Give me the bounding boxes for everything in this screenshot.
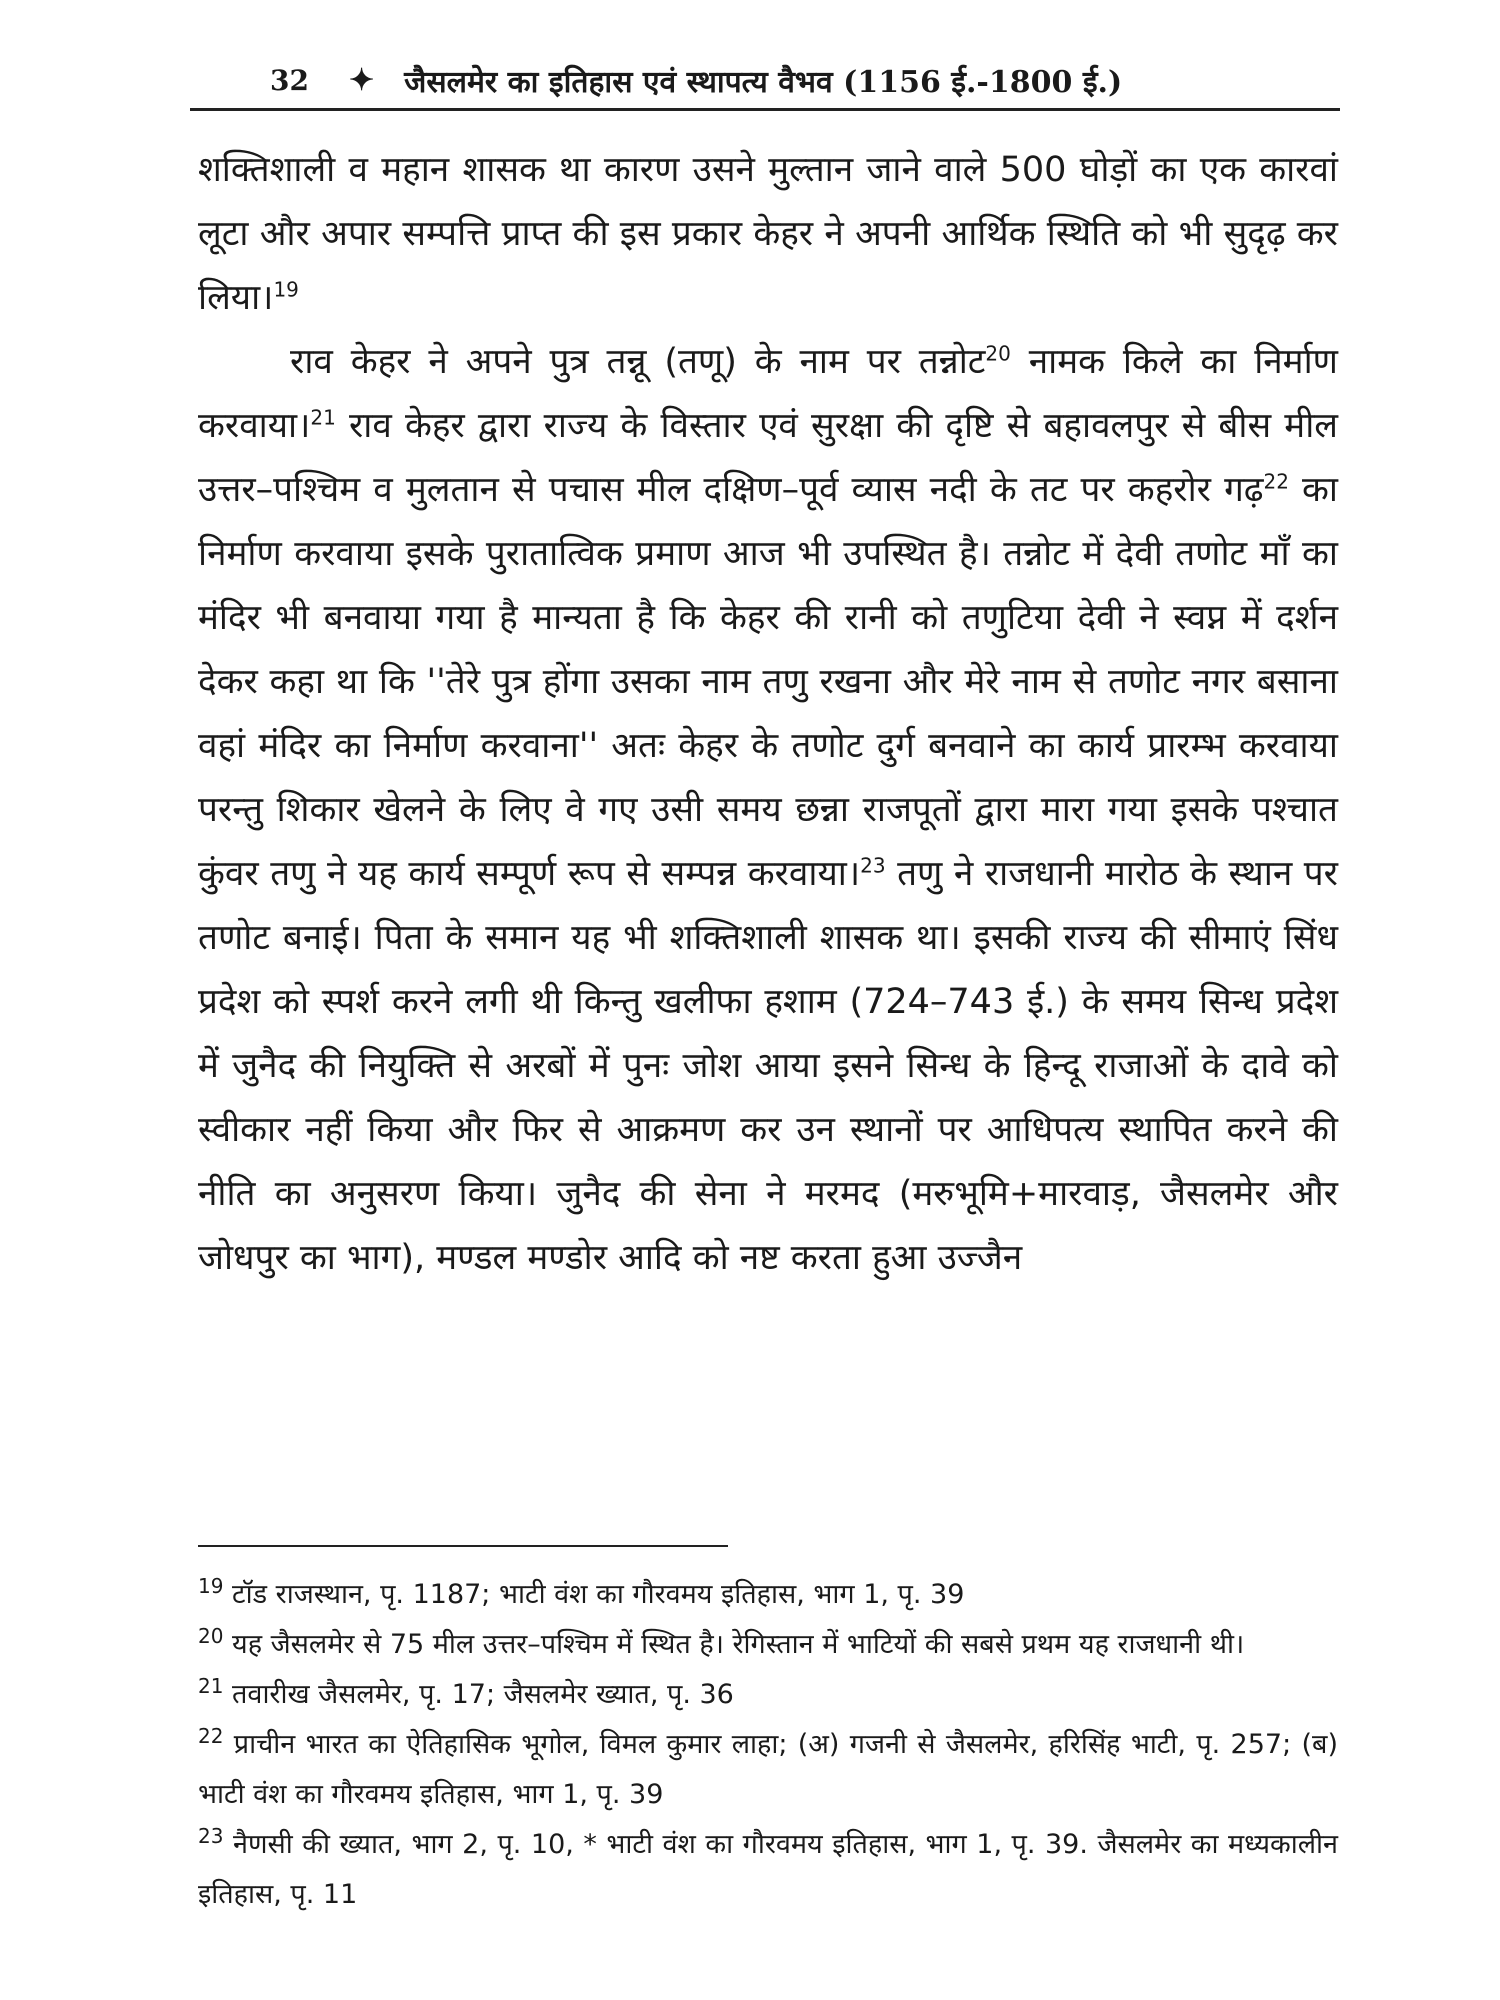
footnote-text: तवारीख जैसलमेर, पृ. 17; जैसलमेर ख्यात, पृ. 36 <box>223 1679 734 1710</box>
footnote-number: 23 <box>198 1824 224 1848</box>
footnote-22 <box>198 1720 1338 1820</box>
paragraph-text: राव केहर ने अपने पुत्र तन्नू (तणू) के नाम पर तन्नोट <box>290 342 986 382</box>
paragraph-text: का निर्माण करवाया इसके पुरातात्विक प्रमाण आज भी उपस्थित है। तन्नोट में देवी तणोट माँ का मंदिर भी बनवाया गया है मान्यता है कि केहर की रानी को तणुटिया देवी ने स्वप्न में दर्शन देकर कहा था कि ''तेरे पुत्र होंगा उसका नाम तणु रखना और मेरे नाम से तणोट नगर बसाना वहां मंदिर का निर्माण करवाना'' अतः केहर के तणोट दुर्ग बनवाने का कार्य प्रारम्भ करवाया परन्तु शिकार खेलने के लिए वे गए उसी समय छन्ना राजपूतों द्वारा मारा गया इसके पश्चात कुंवर तणु ने यह कार्य सम्पूर्ण रूप से सम्पन्न करवाया। <box>198 470 1338 894</box>
footnote-ref: 22 <box>1263 469 1289 494</box>
footnote-number: 21 <box>198 1674 224 1698</box>
paragraph-text: तणु ने राजधानी मारोठ के स्थान पर तणोट बनाई। पिता के समान यह भी शक्तिशाली शासक था। इसकी राज्य की सीमाएं सिंध प्रदेश को स्पर्श करने लगी थी किन्तु खलीफा हशाम (724–743 ई.) के समय सिन्ध प्रदेश में जुनैद की नियुक्ति से अरबों में पुनः जोश आया इसने सिन्ध के हिन्दू राजाओं के दावे को स्वीकार नहीं किया और फिर से आक्रमण कर उन स्थानों पर आधिपत्य स्थापित करने की नीति का अनुसरण किया। जुनैद की सेना ने मरमद (मरुभूमि+मारवाड़, जैसलमेर और जोधपुर का भाग), मण्डल मण्डोर आदि को नष्ट करता हुआ उज्जैन <box>198 854 1338 1278</box>
footnote-number: 20 <box>198 1624 224 1648</box>
footnote-number: 22 <box>198 1724 224 1748</box>
footnote-text: टॉड राजस्थान, पृ. 1187; भाटी वंश का गौरवमय इतिहास, भाग 1, पृ. 39 <box>223 1579 965 1610</box>
page-number: 32 <box>270 63 309 97</box>
footnote-ref: 23 <box>860 853 886 878</box>
paragraph-1 <box>198 138 1338 330</box>
paragraph-text: राव केहर द्वारा राज्य के विस्तार एवं सुरक्षा की दृष्टि से बहावलपुर से बीस मील उत्तर–पश्चिम व मुलतान से पचास मील दक्षिण–पूर्व व्यास नदी के तट पर कहरोर गढ़ <box>198 406 1338 510</box>
footnote-text: यह जैसलमेर से 75 मील उत्तर–पश्चिम में स्थित है। रेगिस्तान में भाटियों की सबसे प्रथम यह राजधानी थी। <box>223 1629 1245 1660</box>
footnotes <box>198 1570 1338 1920</box>
footnote-ref: 21 <box>310 405 336 430</box>
running-header <box>190 52 1340 108</box>
paragraph-text: नामक किले का निर्माण करवाया। <box>198 342 1338 446</box>
footnote-number: 19 <box>198 1574 224 1598</box>
star-separator-icon: ✦ <box>348 62 375 98</box>
body-text <box>198 138 1338 1290</box>
footnote-20 <box>198 1620 1338 1670</box>
header-rule <box>190 108 1340 111</box>
footnote-21 <box>198 1670 1338 1720</box>
footnote-text: प्राचीन भारत का ऐतिहासिक भूगोल, विमल कुमार लाहा; (अ) गजनी से जैसलमेर, हरिसिंह भाटी, पृ. 257; (ब) भाटी वंश का गौरवमय इतिहास, भाग 1, पृ. 39 <box>198 1729 1338 1810</box>
footnote-23 <box>198 1820 1338 1920</box>
running-title: जैसलमेर का इतिहास एवं स्थापत्य वैभव (1156 ई.-1800 ई.) <box>404 64 1123 100</box>
paragraph-2 <box>198 330 1338 1290</box>
footnote-ref: 20 <box>985 341 1011 366</box>
footnote-ref: 19 <box>273 277 299 302</box>
paragraph-text: शक्तिशाली व महान शासक था कारण उसने मुल्तान जाने वाले 500 घोड़ों का एक कारवां लूटा और अपार सम्पत्ति प्राप्त की इस प्रकार केहर ने अपनी आर्थिक स्थिति को भी सुदृढ़ कर लिया। <box>198 150 1338 318</box>
footnote-text: नैणसी की ख्यात, भाग 2, पृ. 10, * भाटी वंश का गौरवमय इतिहास, भाग 1, पृ. 39. जैसलमेर का मध्यकालीन इतिहास, पृ. 11 <box>198 1829 1338 1910</box>
footnote-rule <box>198 1545 728 1547</box>
footnote-19 <box>198 1570 1338 1620</box>
